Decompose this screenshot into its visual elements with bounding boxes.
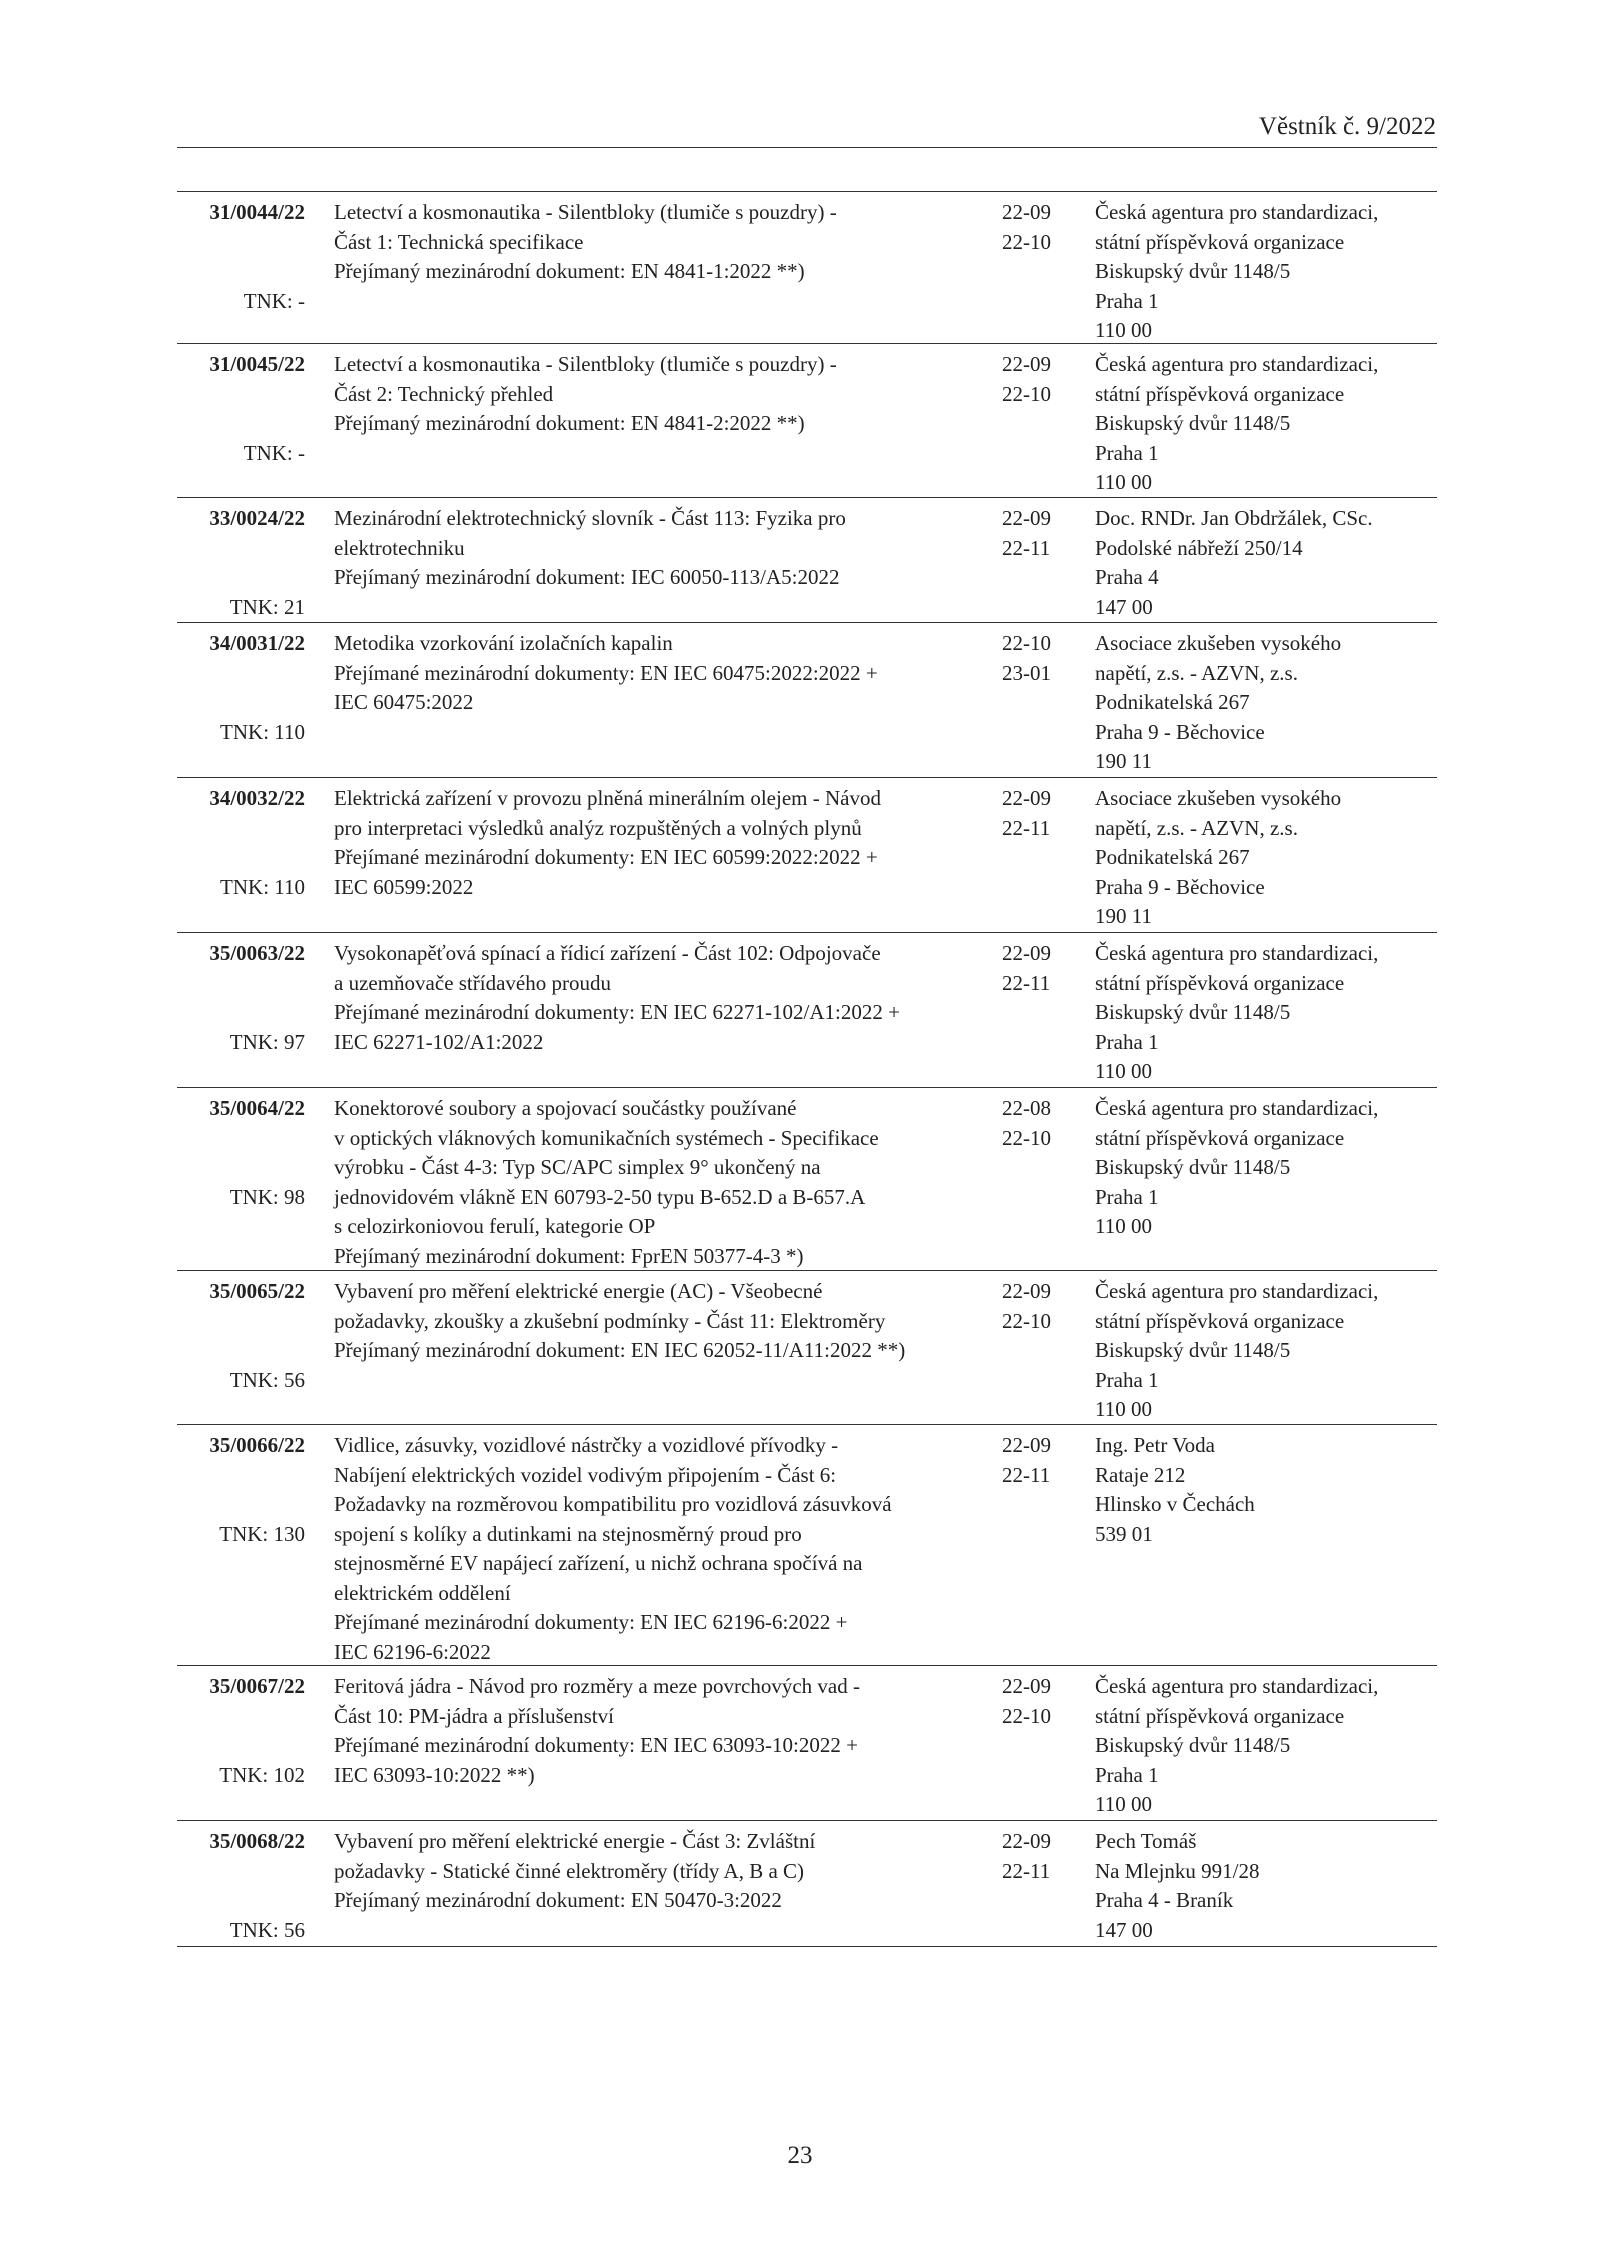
entry-id: 31/0044/22 — [209, 200, 305, 224]
tnk-label: TNK: 102 — [219, 1762, 305, 1787]
entry-dates — [1002, 1431, 1072, 1490]
title-line: Přejímaný mezinárodní dokument: EN 4841-1:2022 **) — [334, 259, 805, 283]
entry-title — [334, 629, 994, 718]
address-line: Česká agentura pro standardizaci, — [1095, 1096, 1379, 1120]
address-line: státní příspěvková organizace — [1095, 1308, 1345, 1333]
title-line: Část 10: PM-jádra a příslušenství — [334, 1703, 614, 1728]
address-line: státní příspěvková organizace — [1095, 1703, 1345, 1728]
entry-id: 34/0031/22 — [209, 631, 305, 655]
title-line: IEC 60475:2022 — [334, 690, 474, 714]
address-line: Česká agentura pro standardizaci, — [1095, 200, 1379, 224]
address-line: Praha 9 - Běchovice — [1095, 719, 1265, 744]
entry-title — [334, 1672, 994, 1790]
entry-title — [334, 1094, 994, 1271]
address-line: 190 11 — [1095, 749, 1152, 773]
address-line: 147 00 — [1095, 1917, 1153, 1942]
entry-address — [1095, 1672, 1437, 1820]
end-date: 22-11 — [1002, 970, 1051, 995]
entry-id: 35/0064/22 — [209, 1096, 305, 1120]
entry-id: 35/0065/22 — [209, 1279, 305, 1303]
table-row — [177, 622, 1437, 777]
address-line: Asociace zkušeben vysokého — [1095, 631, 1342, 655]
title-line: Přejímané mezinárodní dokumenty: EN IEC 62271-102/A1:2022 + — [334, 1000, 900, 1024]
entry-dates — [1002, 1277, 1072, 1336]
title-line: Vybavení pro měření elektrické energie - Část 3: Zvláštní — [334, 1829, 816, 1853]
start-date: 22-09 — [1002, 786, 1051, 810]
entry-address — [1095, 784, 1437, 932]
entry-title — [334, 784, 994, 902]
address-line: napětí, z.s. - AZVN, z.s. — [1095, 660, 1298, 685]
address-line: Biskupský dvůr 1148/5 — [1095, 259, 1291, 283]
entry-dates — [1002, 1827, 1072, 1886]
header-divider — [177, 147, 1437, 148]
end-date: 23-01 — [1002, 660, 1051, 685]
address-line: Praha 1 — [1095, 288, 1159, 313]
address-line: státní příspěvková organizace — [1095, 229, 1345, 254]
entry-id-cell — [177, 1672, 305, 1787]
title-line: elektrickém oddělení — [334, 1580, 511, 1605]
entry-title — [334, 1277, 994, 1366]
table-row — [177, 1665, 1437, 1820]
entry-id-cell — [177, 784, 305, 899]
title-line: jednovidovém vlákně EN 60793-2-50 typu B-652.D a B-657.A — [334, 1184, 866, 1209]
title-line: Elektrická zařízení v provozu plněná minerálním olejem - Návod — [334, 786, 881, 810]
title-line: Mezinárodní elektrotechnický slovník - Část 113: Fyzika pro — [334, 506, 846, 530]
address-line: Praha 4 — [1095, 565, 1159, 589]
title-line: Přejímaný mezinárodní dokument: EN IEC 62052-11/A11:2022 **) — [334, 1338, 906, 1362]
address-line: 110 00 — [1095, 1214, 1152, 1238]
title-line: IEC 62271-102/A1:2022 — [334, 1029, 544, 1054]
address-line: 110 00 — [1095, 1792, 1152, 1816]
end-date: 22-10 — [1002, 229, 1051, 254]
address-line: Podnikatelská 267 — [1095, 845, 1250, 869]
title-line: v optických vláknových komunikačních systémech - Specifikace — [334, 1125, 879, 1150]
entry-id-cell — [177, 1277, 305, 1392]
title-line: Přejímaný mezinárodní dokument: IEC 60050-113/A5:2022 — [334, 565, 840, 589]
title-line: IEC 63093-10:2022 **) — [334, 1762, 535, 1787]
title-line: Přejímaný mezinárodní dokument: EN 50470-3:2022 — [334, 1888, 782, 1912]
entry-dates — [1002, 504, 1072, 563]
tnk-label: TNK: - — [243, 288, 305, 313]
start-date: 22-09 — [1002, 200, 1051, 224]
entry-id: 35/0067/22 — [209, 1674, 305, 1698]
address-line: Praha 9 - Běchovice — [1095, 874, 1265, 899]
title-line: Přejímaný mezinárodní dokument: EN 4841-2:2022 **) — [334, 411, 805, 435]
end-date: 22-10 — [1002, 1125, 1051, 1150]
entry-title — [334, 504, 994, 593]
entry-dates — [1002, 198, 1072, 257]
title-line: výrobku - Část 4-3: Typ SC/APC simplex 9° ukončený na — [334, 1155, 821, 1179]
start-date: 22-09 — [1002, 941, 1051, 965]
address-line: 110 00 — [1095, 318, 1152, 342]
entry-dates — [1002, 1672, 1072, 1731]
table-row — [177, 343, 1437, 497]
title-line: požadavky, zkoušky a zkušební podmínky - Část 11: Elektroměry — [334, 1308, 886, 1333]
address-line: Praha 1 — [1095, 440, 1159, 465]
tnk-label: TNK: 56 — [229, 1917, 305, 1942]
start-date: 22-09 — [1002, 1829, 1051, 1853]
end-date: 22-11 — [1002, 815, 1051, 840]
entry-dates — [1002, 1094, 1072, 1153]
entry-address — [1095, 1277, 1437, 1425]
address-line: státní příspěvková organizace — [1095, 970, 1345, 995]
title-line: Vybavení pro měření elektrické energie (AC) - Všeobecné — [334, 1279, 823, 1303]
title-line: IEC 60599:2022 — [334, 874, 474, 899]
entry-id-cell — [177, 1094, 305, 1209]
start-date: 22-09 — [1002, 352, 1051, 376]
address-line: Česká agentura pro standardizaci, — [1095, 1674, 1379, 1698]
address-line: Na Mlejnku 991/28 — [1095, 1858, 1260, 1883]
title-line: Přejímané mezinárodní dokumenty: EN IEC 60475:2022:2022 + — [334, 660, 878, 685]
title-line: Nabíjení elektrických vozidel vodivým připojením - Část 6: — [334, 1462, 837, 1487]
title-line: stejnosměrné EV napájecí zařízení, u nichž ochrana spočívá na — [334, 1551, 863, 1575]
table-row — [177, 191, 1437, 343]
table-row — [177, 1087, 1437, 1270]
end-date: 22-11 — [1002, 1462, 1051, 1487]
start-date: 22-10 — [1002, 631, 1051, 655]
entry-title — [334, 939, 994, 1057]
entry-address — [1095, 350, 1437, 498]
entry-id-cell — [177, 629, 305, 744]
title-line: Přejímaný mezinárodní dokument: FprEN 50377-4-3 *) — [334, 1243, 804, 1268]
end-date: 22-10 — [1002, 381, 1051, 406]
table-row — [177, 932, 1437, 1087]
tnk-label: TNK: - — [243, 440, 305, 465]
title-line: s celozirkoniovou ferulí, kategorie OP — [334, 1214, 656, 1238]
standards-table — [177, 191, 1437, 1947]
table-row — [177, 497, 1437, 622]
tnk-label: TNK: 98 — [229, 1184, 305, 1209]
address-line: 110 00 — [1095, 1059, 1152, 1083]
address-line: 110 00 — [1095, 470, 1152, 494]
start-date: 22-09 — [1002, 1279, 1051, 1303]
start-date: 22-09 — [1002, 1674, 1051, 1698]
address-line: Česká agentura pro standardizaci, — [1095, 352, 1379, 376]
title-line: požadavky - Statické činné elektroměry (třídy A, B a C) — [334, 1858, 805, 1883]
address-line: státní příspěvková organizace — [1095, 1125, 1345, 1150]
tnk-label: TNK: 130 — [219, 1521, 305, 1546]
entry-id-cell — [177, 504, 305, 619]
address-line: Podolské nábřeží 250/14 — [1095, 535, 1303, 560]
entry-id: 35/0068/22 — [209, 1829, 305, 1853]
title-line: IEC 62196-6:2022 — [334, 1639, 491, 1664]
title-line: Letectví a kosmonautika - Silentbloky (tlumiče s pouzdry) - — [334, 352, 837, 376]
title-line: elektrotechniku — [334, 535, 465, 560]
tnk-label: TNK: 56 — [229, 1367, 305, 1392]
title-line: Feritová jádra - Návod pro rozměry a meze povrchových vad - — [334, 1674, 860, 1698]
title-line: Vidlice, zásuvky, vozidlové nástrčky a vozidlové přívodky - — [334, 1433, 839, 1457]
entry-id-cell — [177, 939, 305, 1054]
entry-address — [1095, 1827, 1437, 1945]
entry-address — [1095, 504, 1437, 622]
title-line: Přejímané mezinárodní dokumenty: EN IEC 60599:2022:2022 + — [334, 845, 878, 869]
entry-address — [1095, 629, 1437, 777]
entry-address — [1095, 1094, 1437, 1242]
entry-id-cell — [177, 1431, 305, 1546]
address-line: Hlinsko v Čechách — [1095, 1492, 1255, 1516]
address-line: Doc. RNDr. Jan Obdržálek, CSc. — [1095, 506, 1373, 530]
title-line: pro interpretaci výsledků analýz rozpuštěných a volných plynů — [334, 815, 862, 840]
address-line: Pech Tomáš — [1095, 1829, 1197, 1853]
entry-id-cell — [177, 1827, 305, 1942]
address-line: Ing. Petr Voda — [1095, 1433, 1215, 1457]
entry-address — [1095, 1431, 1437, 1549]
address-line: Praha 1 — [1095, 1029, 1159, 1054]
tnk-label: TNK: 97 — [229, 1029, 305, 1054]
tnk-label: TNK: 21 — [229, 594, 305, 619]
address-line: Praha 1 — [1095, 1762, 1159, 1787]
entry-title — [334, 350, 994, 439]
address-line: napětí, z.s. - AZVN, z.s. — [1095, 815, 1298, 840]
title-line: Část 1: Technická specifikace — [334, 229, 584, 254]
page-number: 23 — [787, 2142, 813, 2169]
start-date: 22-09 — [1002, 1433, 1051, 1457]
entry-id: 35/0066/22 — [209, 1433, 305, 1457]
address-line: Asociace zkušeben vysokého — [1095, 786, 1342, 810]
table-row — [177, 1424, 1437, 1665]
entry-id: 35/0063/22 — [209, 941, 305, 965]
title-line: Část 2: Technický přehled — [334, 381, 554, 406]
address-line: 539 01 — [1095, 1521, 1153, 1546]
entry-dates — [1002, 350, 1072, 409]
address-line: Rataje 212 — [1095, 1462, 1186, 1487]
tnk-label: TNK: 110 — [220, 719, 305, 744]
address-line: 110 00 — [1095, 1397, 1152, 1421]
address-line: Česká agentura pro standardizaci, — [1095, 1279, 1379, 1303]
address-line: Biskupský dvůr 1148/5 — [1095, 1338, 1291, 1362]
address-line: Praha 4 - Braník — [1095, 1888, 1234, 1912]
address-line: Praha 1 — [1095, 1367, 1159, 1392]
entry-id-cell — [177, 350, 305, 465]
start-date: 22-08 — [1002, 1096, 1051, 1120]
tnk-label: TNK: 110 — [220, 874, 305, 899]
journal-title: Věstník č. 9/2022 — [1258, 113, 1436, 140]
address-line: 190 11 — [1095, 904, 1152, 928]
title-line: a uzemňovače střídavého proudu — [334, 970, 611, 995]
table-row — [177, 1820, 1437, 1947]
end-date: 22-10 — [1002, 1703, 1051, 1728]
table-row — [177, 777, 1437, 932]
title-line: Požadavky na rozměrovou kompatibilitu pro vozidlová zásuvková — [334, 1492, 892, 1516]
entry-id: 31/0045/22 — [209, 352, 305, 376]
address-line: státní příspěvková organizace — [1095, 381, 1345, 406]
address-line: Biskupský dvůr 1148/5 — [1095, 1000, 1291, 1024]
end-date: 22-11 — [1002, 535, 1051, 560]
title-line: Metodika vzorkování izolačních kapalin — [334, 631, 673, 655]
address-line: Podnikatelská 267 — [1095, 690, 1250, 714]
title-line: Konektorové soubory a spojovací součástky používané — [334, 1096, 797, 1120]
address-line: 147 00 — [1095, 594, 1153, 619]
table-row — [177, 1270, 1437, 1424]
title-line: Přejímané mezinárodní dokumenty: EN IEC 62196-6:2022 + — [334, 1610, 848, 1634]
end-date: 22-10 — [1002, 1308, 1051, 1333]
entry-address — [1095, 198, 1437, 346]
entry-title — [334, 1827, 994, 1916]
entry-title — [334, 198, 994, 287]
start-date: 22-09 — [1002, 506, 1051, 530]
address-line: Biskupský dvůr 1148/5 — [1095, 1155, 1291, 1179]
address-line: Česká agentura pro standardizaci, — [1095, 941, 1379, 965]
entry-address — [1095, 939, 1437, 1087]
title-line: Letectví a kosmonautika - Silentbloky (tlumiče s pouzdry) - — [334, 200, 837, 224]
entry-title — [334, 1431, 994, 1667]
entry-dates — [1002, 629, 1072, 688]
title-line: spojení s kolíky a dutinkami na stejnosměrný proud pro — [334, 1521, 802, 1546]
entry-id-cell — [177, 198, 305, 313]
title-line: Přejímané mezinárodní dokumenty: EN IEC 63093-10:2022 + — [334, 1733, 858, 1757]
address-line: Biskupský dvůr 1148/5 — [1095, 411, 1291, 435]
address-line: Biskupský dvůr 1148/5 — [1095, 1733, 1291, 1757]
address-line: Praha 1 — [1095, 1184, 1159, 1209]
entry-dates — [1002, 784, 1072, 843]
entry-id: 34/0032/22 — [209, 786, 305, 810]
title-line: Vysokonapěťová spínací a řídicí zařízení - Část 102: Odpojovače — [334, 941, 881, 965]
end-date: 22-11 — [1002, 1858, 1051, 1883]
entry-dates — [1002, 939, 1072, 998]
entry-id: 33/0024/22 — [209, 506, 305, 530]
